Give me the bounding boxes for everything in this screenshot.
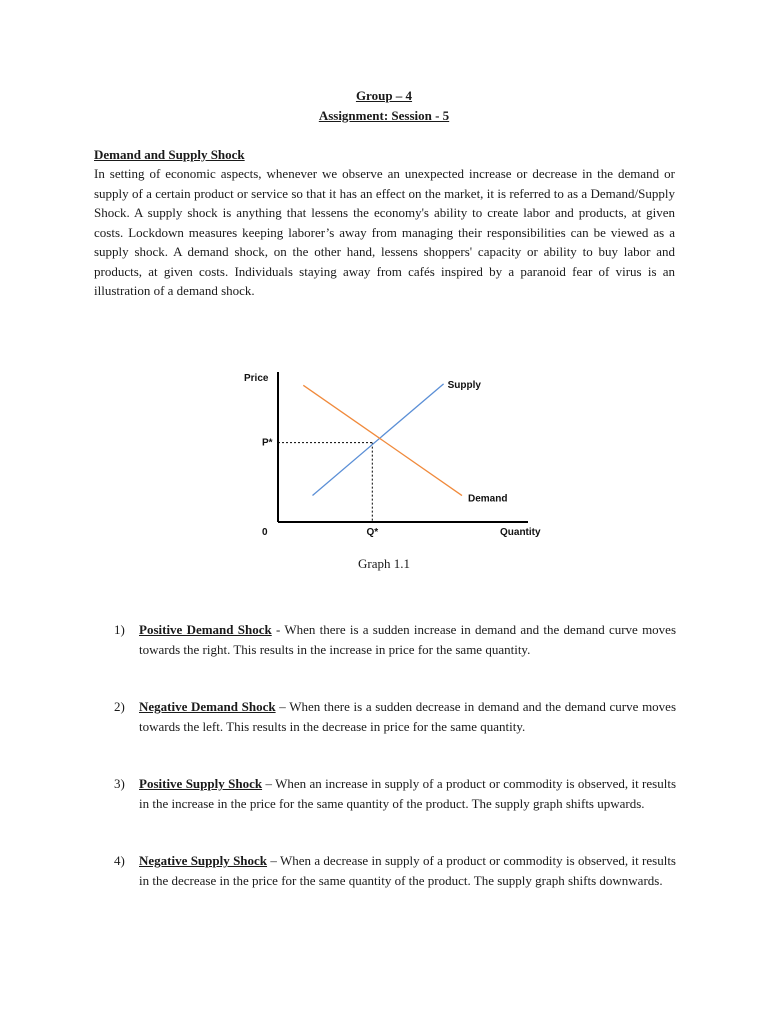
shock-description: – When there is a sudden decrease in demand and the demand curve moves towards the left. This results in the decrease in price for the same quantity. <box>139 699 677 734</box>
shock-description: - When there is a sudden increase in demand and the demand curve moves towards the right. This results in the increase in price for the same quantity. <box>139 622 677 657</box>
list-number: 3) <box>114 776 125 791</box>
section-title: Demand and Supply Shock <box>94 147 245 162</box>
y-axis-label: Price <box>244 373 269 384</box>
shock-types-list <box>114 620 676 928</box>
shock-description: – When a decrease in supply of a product or commodity is observed, it results in the decrease in the price for the same quantity of the product. The supply graph shifts downwards. <box>139 853 676 888</box>
list-item <box>114 620 676 697</box>
equilibrium-guides <box>278 443 372 522</box>
list-item <box>114 697 676 774</box>
supply-demand-chart <box>240 365 560 545</box>
shock-term: Negative Supply Shock <box>139 853 268 868</box>
list-item <box>114 774 676 851</box>
supply-label: Supply <box>447 379 481 391</box>
group-title: Group – 4 <box>355 88 413 103</box>
list-number: 2) <box>114 699 125 714</box>
session-title: Assignment: Session - 5 <box>318 108 450 123</box>
equilibrium-quantity-label: Q* <box>366 527 379 538</box>
intro-paragraph: In setting of economic aspects, whenever we observe an unexpected increase or decrease in the demand or supply of a certain product or service so that it has an effect on the market, it is referred to as a Demand/Supply Shock. A supply shock is anything that lessens the economy's ability to create labor and products, at given costs. Lockdown measures keeping laborer’s away from managing their responsibilities can be viewed as a supply shock. A demand shock, on the other hand, lessens shoppers' capacity or ability to buy labor and products, at given costs. Individuals staying away from cafés inspired by a paranoid fear of virus is an illustration of a demand shock. <box>94 166 675 298</box>
chart-series <box>303 384 462 496</box>
chart-labels <box>244 373 541 538</box>
graph-caption: Graph 1.1 <box>358 556 410 571</box>
list-number: 1) <box>114 622 125 637</box>
supply-curve <box>313 384 444 496</box>
demand-label: Demand <box>468 493 508 505</box>
equilibrium-price-label: P* <box>262 437 273 449</box>
shock-term: Positive Demand Shock <box>139 622 272 637</box>
list-item <box>114 851 676 928</box>
shock-term: Negative Demand Shock <box>139 699 276 714</box>
x-axis-label: Quantity <box>500 527 541 538</box>
list-number: 4) <box>114 853 125 868</box>
demand-curve <box>303 385 462 495</box>
shock-term: Positive Supply Shock <box>139 776 263 791</box>
shock-description: – When an increase in supply of a product or commodity is observed, it results in the increase in the price for the same quantity of the product. The supply graph shifts upwards. <box>139 776 676 811</box>
origin-label: 0 <box>262 527 268 538</box>
